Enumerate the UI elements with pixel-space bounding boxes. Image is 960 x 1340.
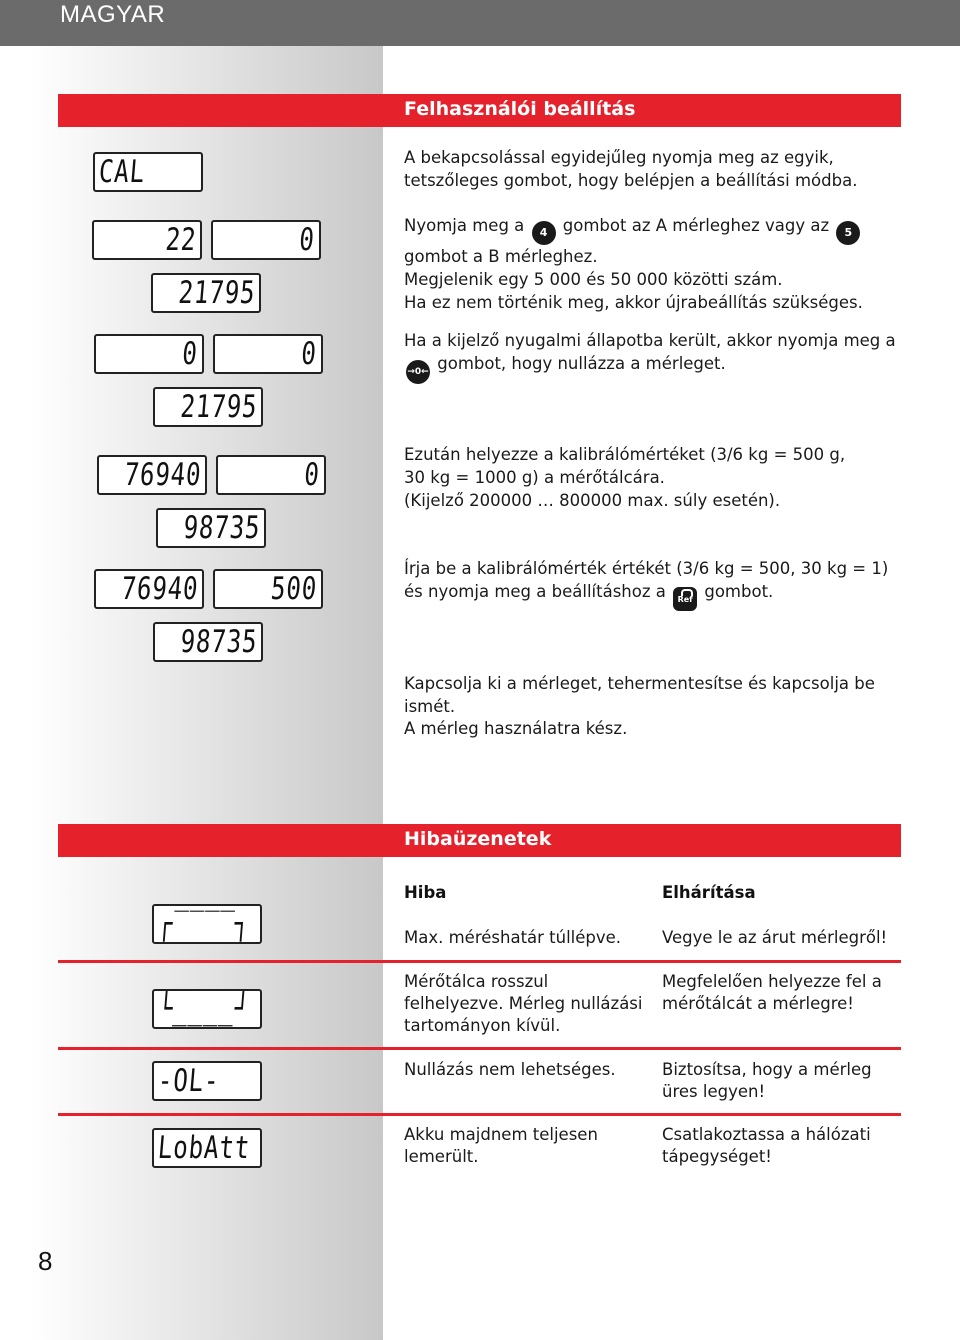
lcd-weight-display: 76940 [97, 455, 207, 495]
p2-line-3: Ha ez nem történik meg, akkor újrabeállítás szükséges. [404, 293, 863, 312]
settings-paragraph-3 [404, 329, 924, 384]
settings-paragraph-2 [404, 214, 924, 314]
lcd-count-display: 98735 [153, 622, 263, 662]
p2-line-2: Megjelenik egy 5 000 és 50 000 közötti szám. [404, 270, 783, 289]
error-row-2-fix: Megfelelően helyezze fel a mérőtálcát a mérlegre! [662, 972, 882, 1013]
lcd-count-display: 98735 [156, 508, 266, 548]
lcd-cal-display: CAL [93, 152, 203, 192]
lcd-count-display: 21795 [151, 273, 261, 313]
errors-section-header [58, 824, 901, 857]
lcd-weight-display: 0 [94, 334, 204, 374]
settings-paragraph-5 [404, 557, 924, 611]
zero-key-icon: →0← [406, 360, 430, 384]
ref-key-icon: Ref [673, 587, 697, 611]
p3-text-1: Ha a kijelző nyugalmi állapotba került, akkor nyomja meg a [404, 331, 896, 350]
error-row-3-fix: Biztosítsa, hogy a mérleg üres legyen! [662, 1060, 872, 1101]
error-row-1-fix: Vegye le az árut mérlegről! [662, 928, 888, 947]
top-header-bar [0, 0, 960, 46]
settings-paragraph-1: A bekapcsolással egyidejűleg nyomja meg az egyik, tetszőleges gombot, hogy belépjen a beállítási módba. [404, 148, 858, 190]
row-divider [58, 1113, 901, 1116]
settings-section-header [58, 94, 901, 127]
settings-paragraph-6: Kapcsolja ki a mérleget, tehermentesítse és kapcsolja be ismét. [404, 674, 875, 716]
language-label: MAGYAR [60, 1, 166, 28]
errors-section-title: Hibaüzenetek [404, 828, 552, 850]
lcd-unit-weight-display: 0 [211, 220, 321, 260]
p5-line-1: Írja be a kalibrálómérték értékét (3/6 kg = 500, 30 kg = 1) [404, 559, 889, 578]
lcd-weight-display: 22 [92, 220, 202, 260]
p2-text-1: Nyomja meg a [404, 216, 525, 235]
page-number: 8 [38, 1246, 53, 1276]
key-4-icon: 4 [532, 221, 556, 245]
lcd-ol-display: -OL- [152, 1061, 262, 1101]
p4-line-2: 30 kg = 1000 g) a mérőtálcára. [404, 468, 665, 487]
error-row-4-error: Akku majdnem teljesen lemerült. [404, 1125, 598, 1166]
row-divider [58, 960, 901, 963]
p4-line-1: Ezután helyezze a kalibrálómértéket (3/6 kg = 500 g, [404, 445, 846, 464]
lcd-unit-weight-display: 0 [216, 455, 326, 495]
lcd-count-display: 21795 [153, 387, 263, 427]
error-row-1-error: Max. méréshatár túllépve. [404, 928, 622, 947]
column-header-fix: Elhárítása [662, 883, 756, 902]
p2-text-2: gombot az A mérleghez vagy az [562, 216, 830, 235]
error-row-2-error: Mérőtálca rosszul felhelyezve. Mérleg nullázási tartományon kívül. [404, 972, 643, 1035]
p3-text-2: gombot, hogy nullázza a mérleget. [437, 354, 726, 373]
p5-text-2: gombot. [704, 582, 774, 601]
column-header-error: Hiba [404, 883, 447, 902]
lcd-lowbatt-display: LobAtt [152, 1128, 262, 1168]
lcd-unit-weight-display: 0 [213, 334, 323, 374]
p2-text-3: gombot a B mérleghez. [404, 247, 598, 266]
lcd-unit-weight-display: 500 [213, 569, 323, 609]
p4-line-3: (Kijelző 200000 … 800000 max. súly esetén). [404, 491, 781, 510]
lcd-weight-display: 76940 [94, 569, 204, 609]
lcd-overload-display: ┌‾‾‾‾┐ [152, 904, 262, 944]
settings-section-title: Felhasználói beállítás [404, 98, 636, 120]
lcd-underload-display: └____┘ [152, 989, 262, 1029]
key-5-icon: 5 [836, 221, 860, 245]
row-divider [58, 1047, 901, 1050]
error-row-4-fix: Csatlakoztassa a hálózati tápegységet! [662, 1125, 871, 1166]
p5-text-1: és nyomja meg a beállításhoz a [404, 582, 666, 601]
error-row-3-error: Nullázás nem lehetséges. [404, 1060, 616, 1079]
settings-paragraph-4 [404, 443, 924, 512]
settings-paragraph-7: A mérleg használatra kész. [404, 719, 628, 738]
